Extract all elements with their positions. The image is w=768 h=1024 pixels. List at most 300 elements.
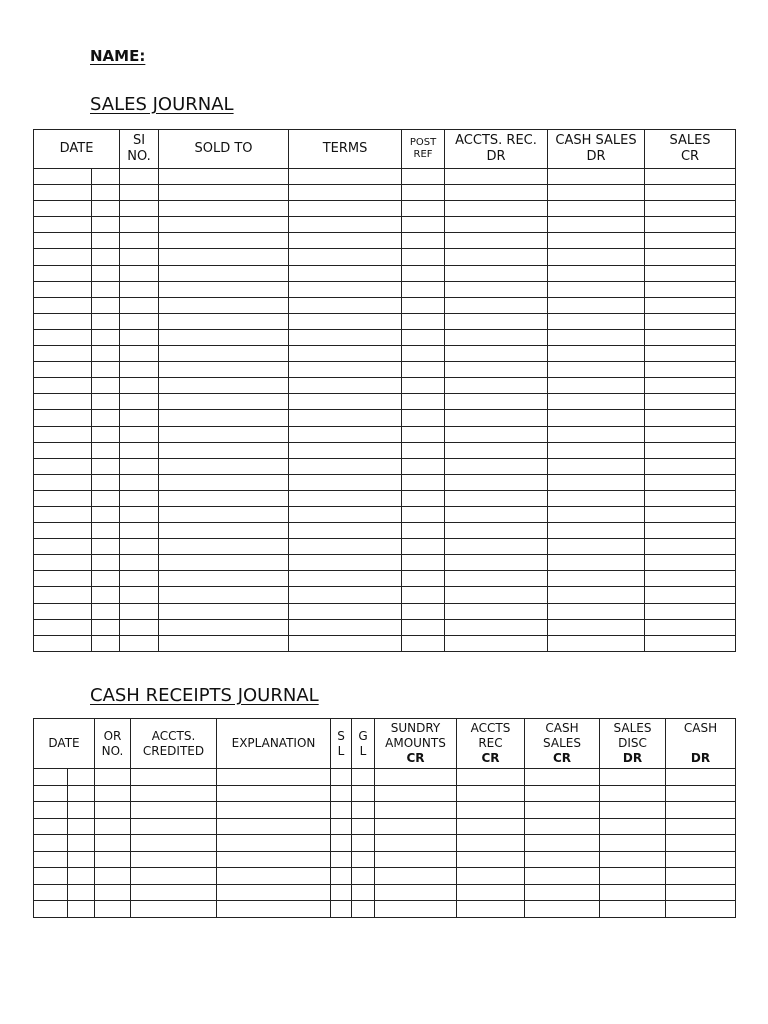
blank-entry-cell[interactable] bbox=[645, 297, 736, 313]
blank-entry-cell[interactable] bbox=[92, 523, 120, 539]
blank-entry-cell[interactable] bbox=[92, 362, 120, 378]
blank-entry-cell[interactable] bbox=[217, 851, 331, 868]
blank-entry-cell[interactable] bbox=[289, 603, 402, 619]
blank-entry-cell[interactable] bbox=[92, 506, 120, 522]
blank-entry-cell[interactable] bbox=[131, 884, 217, 901]
blank-entry-cell[interactable] bbox=[159, 523, 289, 539]
blank-entry-cell[interactable] bbox=[92, 233, 120, 249]
blank-entry-cell[interactable] bbox=[34, 217, 92, 233]
blank-entry-cell[interactable] bbox=[548, 474, 645, 490]
blank-entry-cell[interactable] bbox=[120, 169, 159, 185]
blank-entry-cell[interactable] bbox=[645, 265, 736, 281]
blank-entry-cell[interactable] bbox=[548, 233, 645, 249]
blank-entry-cell[interactable] bbox=[159, 297, 289, 313]
blank-entry-cell[interactable] bbox=[159, 458, 289, 474]
blank-entry-cell[interactable] bbox=[548, 523, 645, 539]
blank-entry-cell[interactable] bbox=[289, 635, 402, 651]
blank-entry-cell[interactable] bbox=[34, 474, 92, 490]
blank-entry-cell[interactable] bbox=[402, 410, 445, 426]
blank-entry-cell[interactable] bbox=[34, 490, 92, 506]
blank-entry-cell[interactable] bbox=[457, 884, 525, 901]
blank-entry-cell[interactable] bbox=[666, 901, 736, 918]
blank-entry-cell[interactable] bbox=[600, 901, 666, 918]
blank-entry-cell[interactable] bbox=[445, 265, 548, 281]
blank-entry-cell[interactable] bbox=[375, 851, 457, 868]
blank-entry-cell[interactable] bbox=[548, 185, 645, 201]
blank-entry-cell[interactable] bbox=[92, 281, 120, 297]
blank-entry-cell[interactable] bbox=[445, 571, 548, 587]
blank-entry-cell[interactable] bbox=[289, 313, 402, 329]
blank-entry-cell[interactable] bbox=[445, 394, 548, 410]
blank-entry-cell[interactable] bbox=[92, 539, 120, 555]
blank-entry-cell[interactable] bbox=[402, 635, 445, 651]
blank-entry-cell[interactable] bbox=[120, 539, 159, 555]
blank-entry-cell[interactable] bbox=[120, 185, 159, 201]
blank-entry-cell[interactable] bbox=[445, 378, 548, 394]
blank-entry-cell[interactable] bbox=[402, 426, 445, 442]
blank-entry-cell[interactable] bbox=[68, 818, 95, 835]
blank-entry-cell[interactable] bbox=[131, 769, 217, 786]
blank-entry-cell[interactable] bbox=[95, 769, 131, 786]
blank-entry-cell[interactable] bbox=[289, 474, 402, 490]
blank-entry-cell[interactable] bbox=[120, 217, 159, 233]
blank-entry-cell[interactable] bbox=[159, 506, 289, 522]
blank-entry-cell[interactable] bbox=[120, 346, 159, 362]
blank-entry-cell[interactable] bbox=[217, 835, 331, 852]
blank-entry-cell[interactable] bbox=[402, 587, 445, 603]
blank-entry-cell[interactable] bbox=[159, 201, 289, 217]
blank-entry-cell[interactable] bbox=[331, 868, 352, 885]
blank-entry-cell[interactable] bbox=[159, 635, 289, 651]
blank-entry-cell[interactable] bbox=[217, 818, 331, 835]
blank-entry-cell[interactable] bbox=[34, 555, 92, 571]
blank-entry-cell[interactable] bbox=[131, 785, 217, 802]
blank-entry-cell[interactable] bbox=[445, 362, 548, 378]
blank-entry-cell[interactable] bbox=[34, 329, 92, 345]
blank-entry-cell[interactable] bbox=[352, 769, 375, 786]
blank-entry-cell[interactable] bbox=[525, 901, 600, 918]
blank-entry-cell[interactable] bbox=[548, 201, 645, 217]
blank-entry-cell[interactable] bbox=[645, 281, 736, 297]
blank-entry-cell[interactable] bbox=[548, 426, 645, 442]
blank-entry-cell[interactable] bbox=[352, 901, 375, 918]
blank-entry-cell[interactable] bbox=[92, 458, 120, 474]
blank-entry-cell[interactable] bbox=[548, 281, 645, 297]
blank-entry-cell[interactable] bbox=[92, 571, 120, 587]
blank-entry-cell[interactable] bbox=[548, 506, 645, 522]
blank-entry-cell[interactable] bbox=[34, 539, 92, 555]
blank-entry-cell[interactable] bbox=[375, 785, 457, 802]
blank-entry-cell[interactable] bbox=[120, 378, 159, 394]
blank-entry-cell[interactable] bbox=[548, 249, 645, 265]
blank-entry-cell[interactable] bbox=[34, 458, 92, 474]
blank-entry-cell[interactable] bbox=[525, 851, 600, 868]
blank-entry-cell[interactable] bbox=[289, 539, 402, 555]
blank-entry-cell[interactable] bbox=[34, 587, 92, 603]
blank-entry-cell[interactable] bbox=[92, 442, 120, 458]
blank-entry-cell[interactable] bbox=[645, 474, 736, 490]
blank-entry-cell[interactable] bbox=[352, 818, 375, 835]
blank-entry-cell[interactable] bbox=[457, 802, 525, 819]
blank-entry-cell[interactable] bbox=[525, 884, 600, 901]
blank-entry-cell[interactable] bbox=[289, 587, 402, 603]
blank-entry-cell[interactable] bbox=[289, 217, 402, 233]
blank-entry-cell[interactable] bbox=[548, 490, 645, 506]
blank-entry-cell[interactable] bbox=[120, 490, 159, 506]
blank-entry-cell[interactable] bbox=[217, 901, 331, 918]
blank-entry-cell[interactable] bbox=[131, 851, 217, 868]
blank-entry-cell[interactable] bbox=[34, 868, 68, 885]
blank-entry-cell[interactable] bbox=[289, 378, 402, 394]
blank-entry-cell[interactable] bbox=[120, 571, 159, 587]
blank-entry-cell[interactable] bbox=[120, 442, 159, 458]
blank-entry-cell[interactable] bbox=[331, 785, 352, 802]
blank-entry-cell[interactable] bbox=[92, 265, 120, 281]
blank-entry-cell[interactable] bbox=[217, 802, 331, 819]
blank-entry-cell[interactable] bbox=[445, 297, 548, 313]
blank-entry-cell[interactable] bbox=[289, 185, 402, 201]
blank-entry-cell[interactable] bbox=[645, 233, 736, 249]
blank-entry-cell[interactable] bbox=[289, 362, 402, 378]
blank-entry-cell[interactable] bbox=[289, 329, 402, 345]
blank-entry-cell[interactable] bbox=[34, 635, 92, 651]
blank-entry-cell[interactable] bbox=[34, 233, 92, 249]
blank-entry-cell[interactable] bbox=[548, 346, 645, 362]
blank-entry-cell[interactable] bbox=[645, 523, 736, 539]
blank-entry-cell[interactable] bbox=[402, 506, 445, 522]
blank-entry-cell[interactable] bbox=[525, 835, 600, 852]
blank-entry-cell[interactable] bbox=[402, 217, 445, 233]
blank-entry-cell[interactable] bbox=[548, 169, 645, 185]
blank-entry-cell[interactable] bbox=[600, 802, 666, 819]
blank-entry-cell[interactable] bbox=[645, 442, 736, 458]
blank-entry-cell[interactable] bbox=[375, 901, 457, 918]
blank-entry-cell[interactable] bbox=[548, 635, 645, 651]
blank-entry-cell[interactable] bbox=[120, 394, 159, 410]
blank-entry-cell[interactable] bbox=[131, 802, 217, 819]
blank-entry-cell[interactable] bbox=[159, 329, 289, 345]
blank-entry-cell[interactable] bbox=[666, 769, 736, 786]
blank-entry-cell[interactable] bbox=[131, 901, 217, 918]
blank-entry-cell[interactable] bbox=[34, 394, 92, 410]
blank-entry-cell[interactable] bbox=[600, 851, 666, 868]
blank-entry-cell[interactable] bbox=[645, 619, 736, 635]
blank-entry-cell[interactable] bbox=[331, 851, 352, 868]
blank-entry-cell[interactable] bbox=[34, 410, 92, 426]
blank-entry-cell[interactable] bbox=[645, 571, 736, 587]
blank-entry-cell[interactable] bbox=[445, 603, 548, 619]
blank-entry-cell[interactable] bbox=[402, 458, 445, 474]
blank-entry-cell[interactable] bbox=[289, 394, 402, 410]
blank-entry-cell[interactable] bbox=[131, 818, 217, 835]
blank-entry-cell[interactable] bbox=[352, 802, 375, 819]
blank-entry-cell[interactable] bbox=[159, 490, 289, 506]
blank-entry-cell[interactable] bbox=[289, 442, 402, 458]
blank-entry-cell[interactable] bbox=[92, 185, 120, 201]
blank-entry-cell[interactable] bbox=[289, 346, 402, 362]
blank-entry-cell[interactable] bbox=[289, 523, 402, 539]
blank-entry-cell[interactable] bbox=[92, 587, 120, 603]
blank-entry-cell[interactable] bbox=[120, 313, 159, 329]
blank-entry-cell[interactable] bbox=[120, 474, 159, 490]
blank-entry-cell[interactable] bbox=[289, 297, 402, 313]
blank-entry-cell[interactable] bbox=[95, 868, 131, 885]
blank-entry-cell[interactable] bbox=[402, 265, 445, 281]
blank-entry-cell[interactable] bbox=[289, 169, 402, 185]
blank-entry-cell[interactable] bbox=[457, 769, 525, 786]
blank-entry-cell[interactable] bbox=[159, 265, 289, 281]
blank-entry-cell[interactable] bbox=[120, 523, 159, 539]
blank-entry-cell[interactable] bbox=[548, 297, 645, 313]
blank-entry-cell[interactable] bbox=[34, 313, 92, 329]
blank-entry-cell[interactable] bbox=[645, 587, 736, 603]
blank-entry-cell[interactable] bbox=[457, 835, 525, 852]
blank-entry-cell[interactable] bbox=[34, 506, 92, 522]
blank-entry-cell[interactable] bbox=[159, 281, 289, 297]
blank-entry-cell[interactable] bbox=[289, 233, 402, 249]
blank-entry-cell[interactable] bbox=[120, 587, 159, 603]
blank-entry-cell[interactable] bbox=[159, 410, 289, 426]
blank-entry-cell[interactable] bbox=[445, 169, 548, 185]
blank-entry-cell[interactable] bbox=[34, 442, 92, 458]
blank-entry-cell[interactable] bbox=[457, 868, 525, 885]
blank-entry-cell[interactable] bbox=[331, 769, 352, 786]
blank-entry-cell[interactable] bbox=[34, 297, 92, 313]
blank-entry-cell[interactable] bbox=[68, 901, 95, 918]
blank-entry-cell[interactable] bbox=[352, 785, 375, 802]
blank-entry-cell[interactable] bbox=[645, 169, 736, 185]
blank-entry-cell[interactable] bbox=[402, 555, 445, 571]
blank-entry-cell[interactable] bbox=[68, 884, 95, 901]
blank-entry-cell[interactable] bbox=[92, 249, 120, 265]
blank-entry-cell[interactable] bbox=[445, 346, 548, 362]
blank-entry-cell[interactable] bbox=[34, 523, 92, 539]
blank-entry-cell[interactable] bbox=[159, 313, 289, 329]
blank-entry-cell[interactable] bbox=[34, 281, 92, 297]
blank-entry-cell[interactable] bbox=[159, 442, 289, 458]
blank-entry-cell[interactable] bbox=[457, 901, 525, 918]
blank-entry-cell[interactable] bbox=[217, 868, 331, 885]
blank-entry-cell[interactable] bbox=[600, 868, 666, 885]
blank-entry-cell[interactable] bbox=[645, 539, 736, 555]
blank-entry-cell[interactable] bbox=[120, 233, 159, 249]
blank-entry-cell[interactable] bbox=[92, 426, 120, 442]
blank-entry-cell[interactable] bbox=[120, 329, 159, 345]
blank-entry-cell[interactable] bbox=[289, 426, 402, 442]
blank-entry-cell[interactable] bbox=[34, 362, 92, 378]
blank-entry-cell[interactable] bbox=[131, 835, 217, 852]
blank-entry-cell[interactable] bbox=[445, 523, 548, 539]
blank-entry-cell[interactable] bbox=[402, 201, 445, 217]
blank-entry-cell[interactable] bbox=[95, 835, 131, 852]
blank-entry-cell[interactable] bbox=[375, 802, 457, 819]
blank-entry-cell[interactable] bbox=[120, 281, 159, 297]
blank-entry-cell[interactable] bbox=[445, 233, 548, 249]
blank-entry-cell[interactable] bbox=[445, 619, 548, 635]
blank-entry-cell[interactable] bbox=[34, 603, 92, 619]
blank-entry-cell[interactable] bbox=[666, 835, 736, 852]
blank-entry-cell[interactable] bbox=[645, 506, 736, 522]
blank-entry-cell[interactable] bbox=[92, 217, 120, 233]
blank-entry-cell[interactable] bbox=[120, 635, 159, 651]
blank-entry-cell[interactable] bbox=[289, 458, 402, 474]
blank-entry-cell[interactable] bbox=[645, 458, 736, 474]
blank-entry-cell[interactable] bbox=[445, 555, 548, 571]
blank-entry-cell[interactable] bbox=[92, 329, 120, 345]
blank-entry-cell[interactable] bbox=[600, 818, 666, 835]
blank-entry-cell[interactable] bbox=[548, 394, 645, 410]
blank-entry-cell[interactable] bbox=[92, 297, 120, 313]
blank-entry-cell[interactable] bbox=[445, 217, 548, 233]
blank-entry-cell[interactable] bbox=[548, 587, 645, 603]
blank-entry-cell[interactable] bbox=[645, 603, 736, 619]
blank-entry-cell[interactable] bbox=[120, 265, 159, 281]
blank-entry-cell[interactable] bbox=[548, 603, 645, 619]
blank-entry-cell[interactable] bbox=[159, 362, 289, 378]
blank-entry-cell[interactable] bbox=[402, 329, 445, 345]
blank-entry-cell[interactable] bbox=[34, 169, 92, 185]
blank-entry-cell[interactable] bbox=[402, 474, 445, 490]
blank-entry-cell[interactable] bbox=[445, 474, 548, 490]
blank-entry-cell[interactable] bbox=[289, 249, 402, 265]
blank-entry-cell[interactable] bbox=[525, 785, 600, 802]
blank-entry-cell[interactable] bbox=[645, 185, 736, 201]
blank-entry-cell[interactable] bbox=[159, 571, 289, 587]
blank-entry-cell[interactable] bbox=[331, 818, 352, 835]
blank-entry-cell[interactable] bbox=[645, 394, 736, 410]
blank-entry-cell[interactable] bbox=[159, 426, 289, 442]
blank-entry-cell[interactable] bbox=[402, 394, 445, 410]
blank-entry-cell[interactable] bbox=[600, 785, 666, 802]
blank-entry-cell[interactable] bbox=[645, 362, 736, 378]
blank-entry-cell[interactable] bbox=[95, 818, 131, 835]
blank-entry-cell[interactable] bbox=[548, 555, 645, 571]
blank-entry-cell[interactable] bbox=[289, 571, 402, 587]
blank-entry-cell[interactable] bbox=[645, 346, 736, 362]
blank-entry-cell[interactable] bbox=[159, 394, 289, 410]
blank-entry-cell[interactable] bbox=[95, 851, 131, 868]
blank-entry-cell[interactable] bbox=[445, 506, 548, 522]
blank-entry-cell[interactable] bbox=[375, 868, 457, 885]
blank-entry-cell[interactable] bbox=[445, 281, 548, 297]
blank-entry-cell[interactable] bbox=[68, 802, 95, 819]
blank-entry-cell[interactable] bbox=[34, 851, 68, 868]
blank-entry-cell[interactable] bbox=[34, 619, 92, 635]
blank-entry-cell[interactable] bbox=[445, 249, 548, 265]
blank-entry-cell[interactable] bbox=[666, 785, 736, 802]
blank-entry-cell[interactable] bbox=[402, 539, 445, 555]
blank-entry-cell[interactable] bbox=[34, 249, 92, 265]
blank-entry-cell[interactable] bbox=[120, 619, 159, 635]
blank-entry-cell[interactable] bbox=[548, 619, 645, 635]
blank-entry-cell[interactable] bbox=[548, 362, 645, 378]
blank-entry-cell[interactable] bbox=[352, 851, 375, 868]
blank-entry-cell[interactable] bbox=[289, 410, 402, 426]
blank-entry-cell[interactable] bbox=[34, 378, 92, 394]
blank-entry-cell[interactable] bbox=[375, 818, 457, 835]
blank-entry-cell[interactable] bbox=[666, 868, 736, 885]
blank-entry-cell[interactable] bbox=[352, 868, 375, 885]
blank-entry-cell[interactable] bbox=[159, 619, 289, 635]
blank-entry-cell[interactable] bbox=[159, 603, 289, 619]
blank-entry-cell[interactable] bbox=[645, 410, 736, 426]
blank-entry-cell[interactable] bbox=[548, 265, 645, 281]
blank-entry-cell[interactable] bbox=[289, 201, 402, 217]
blank-entry-cell[interactable] bbox=[645, 426, 736, 442]
blank-entry-cell[interactable] bbox=[34, 901, 68, 918]
blank-entry-cell[interactable] bbox=[120, 506, 159, 522]
blank-entry-cell[interactable] bbox=[445, 490, 548, 506]
blank-entry-cell[interactable] bbox=[600, 835, 666, 852]
blank-entry-cell[interactable] bbox=[95, 901, 131, 918]
blank-entry-cell[interactable] bbox=[92, 490, 120, 506]
blank-entry-cell[interactable] bbox=[120, 362, 159, 378]
blank-entry-cell[interactable] bbox=[92, 394, 120, 410]
blank-entry-cell[interactable] bbox=[34, 201, 92, 217]
blank-entry-cell[interactable] bbox=[34, 346, 92, 362]
blank-entry-cell[interactable] bbox=[402, 571, 445, 587]
blank-entry-cell[interactable] bbox=[457, 818, 525, 835]
blank-entry-cell[interactable] bbox=[92, 313, 120, 329]
blank-entry-cell[interactable] bbox=[645, 555, 736, 571]
blank-entry-cell[interactable] bbox=[68, 785, 95, 802]
blank-entry-cell[interactable] bbox=[548, 217, 645, 233]
blank-entry-cell[interactable] bbox=[666, 884, 736, 901]
blank-entry-cell[interactable] bbox=[289, 265, 402, 281]
blank-entry-cell[interactable] bbox=[68, 835, 95, 852]
blank-entry-cell[interactable] bbox=[331, 835, 352, 852]
blank-entry-cell[interactable] bbox=[289, 555, 402, 571]
blank-entry-cell[interactable] bbox=[548, 313, 645, 329]
blank-entry-cell[interactable] bbox=[525, 868, 600, 885]
blank-entry-cell[interactable] bbox=[289, 490, 402, 506]
blank-entry-cell[interactable] bbox=[34, 818, 68, 835]
blank-entry-cell[interactable] bbox=[159, 474, 289, 490]
blank-entry-cell[interactable] bbox=[68, 769, 95, 786]
blank-entry-cell[interactable] bbox=[34, 185, 92, 201]
blank-entry-cell[interactable] bbox=[645, 201, 736, 217]
blank-entry-cell[interactable] bbox=[120, 249, 159, 265]
blank-entry-cell[interactable] bbox=[92, 346, 120, 362]
blank-entry-cell[interactable] bbox=[120, 297, 159, 313]
blank-entry-cell[interactable] bbox=[445, 313, 548, 329]
blank-entry-cell[interactable] bbox=[548, 329, 645, 345]
blank-entry-cell[interactable] bbox=[34, 835, 68, 852]
blank-entry-cell[interactable] bbox=[445, 185, 548, 201]
blank-entry-cell[interactable] bbox=[92, 619, 120, 635]
blank-entry-cell[interactable] bbox=[525, 802, 600, 819]
blank-entry-cell[interactable] bbox=[289, 619, 402, 635]
blank-entry-cell[interactable] bbox=[68, 851, 95, 868]
blank-entry-cell[interactable] bbox=[331, 901, 352, 918]
blank-entry-cell[interactable] bbox=[666, 851, 736, 868]
blank-entry-cell[interactable] bbox=[445, 458, 548, 474]
blank-entry-cell[interactable] bbox=[159, 378, 289, 394]
blank-entry-cell[interactable] bbox=[120, 201, 159, 217]
blank-entry-cell[interactable] bbox=[95, 785, 131, 802]
blank-entry-cell[interactable] bbox=[34, 571, 92, 587]
blank-entry-cell[interactable] bbox=[402, 442, 445, 458]
blank-entry-cell[interactable] bbox=[445, 410, 548, 426]
blank-entry-cell[interactable] bbox=[645, 329, 736, 345]
blank-entry-cell[interactable] bbox=[402, 346, 445, 362]
blank-entry-cell[interactable] bbox=[159, 249, 289, 265]
blank-entry-cell[interactable] bbox=[289, 281, 402, 297]
blank-entry-cell[interactable] bbox=[402, 603, 445, 619]
blank-entry-cell[interactable] bbox=[645, 217, 736, 233]
blank-entry-cell[interactable] bbox=[95, 802, 131, 819]
blank-entry-cell[interactable] bbox=[331, 884, 352, 901]
